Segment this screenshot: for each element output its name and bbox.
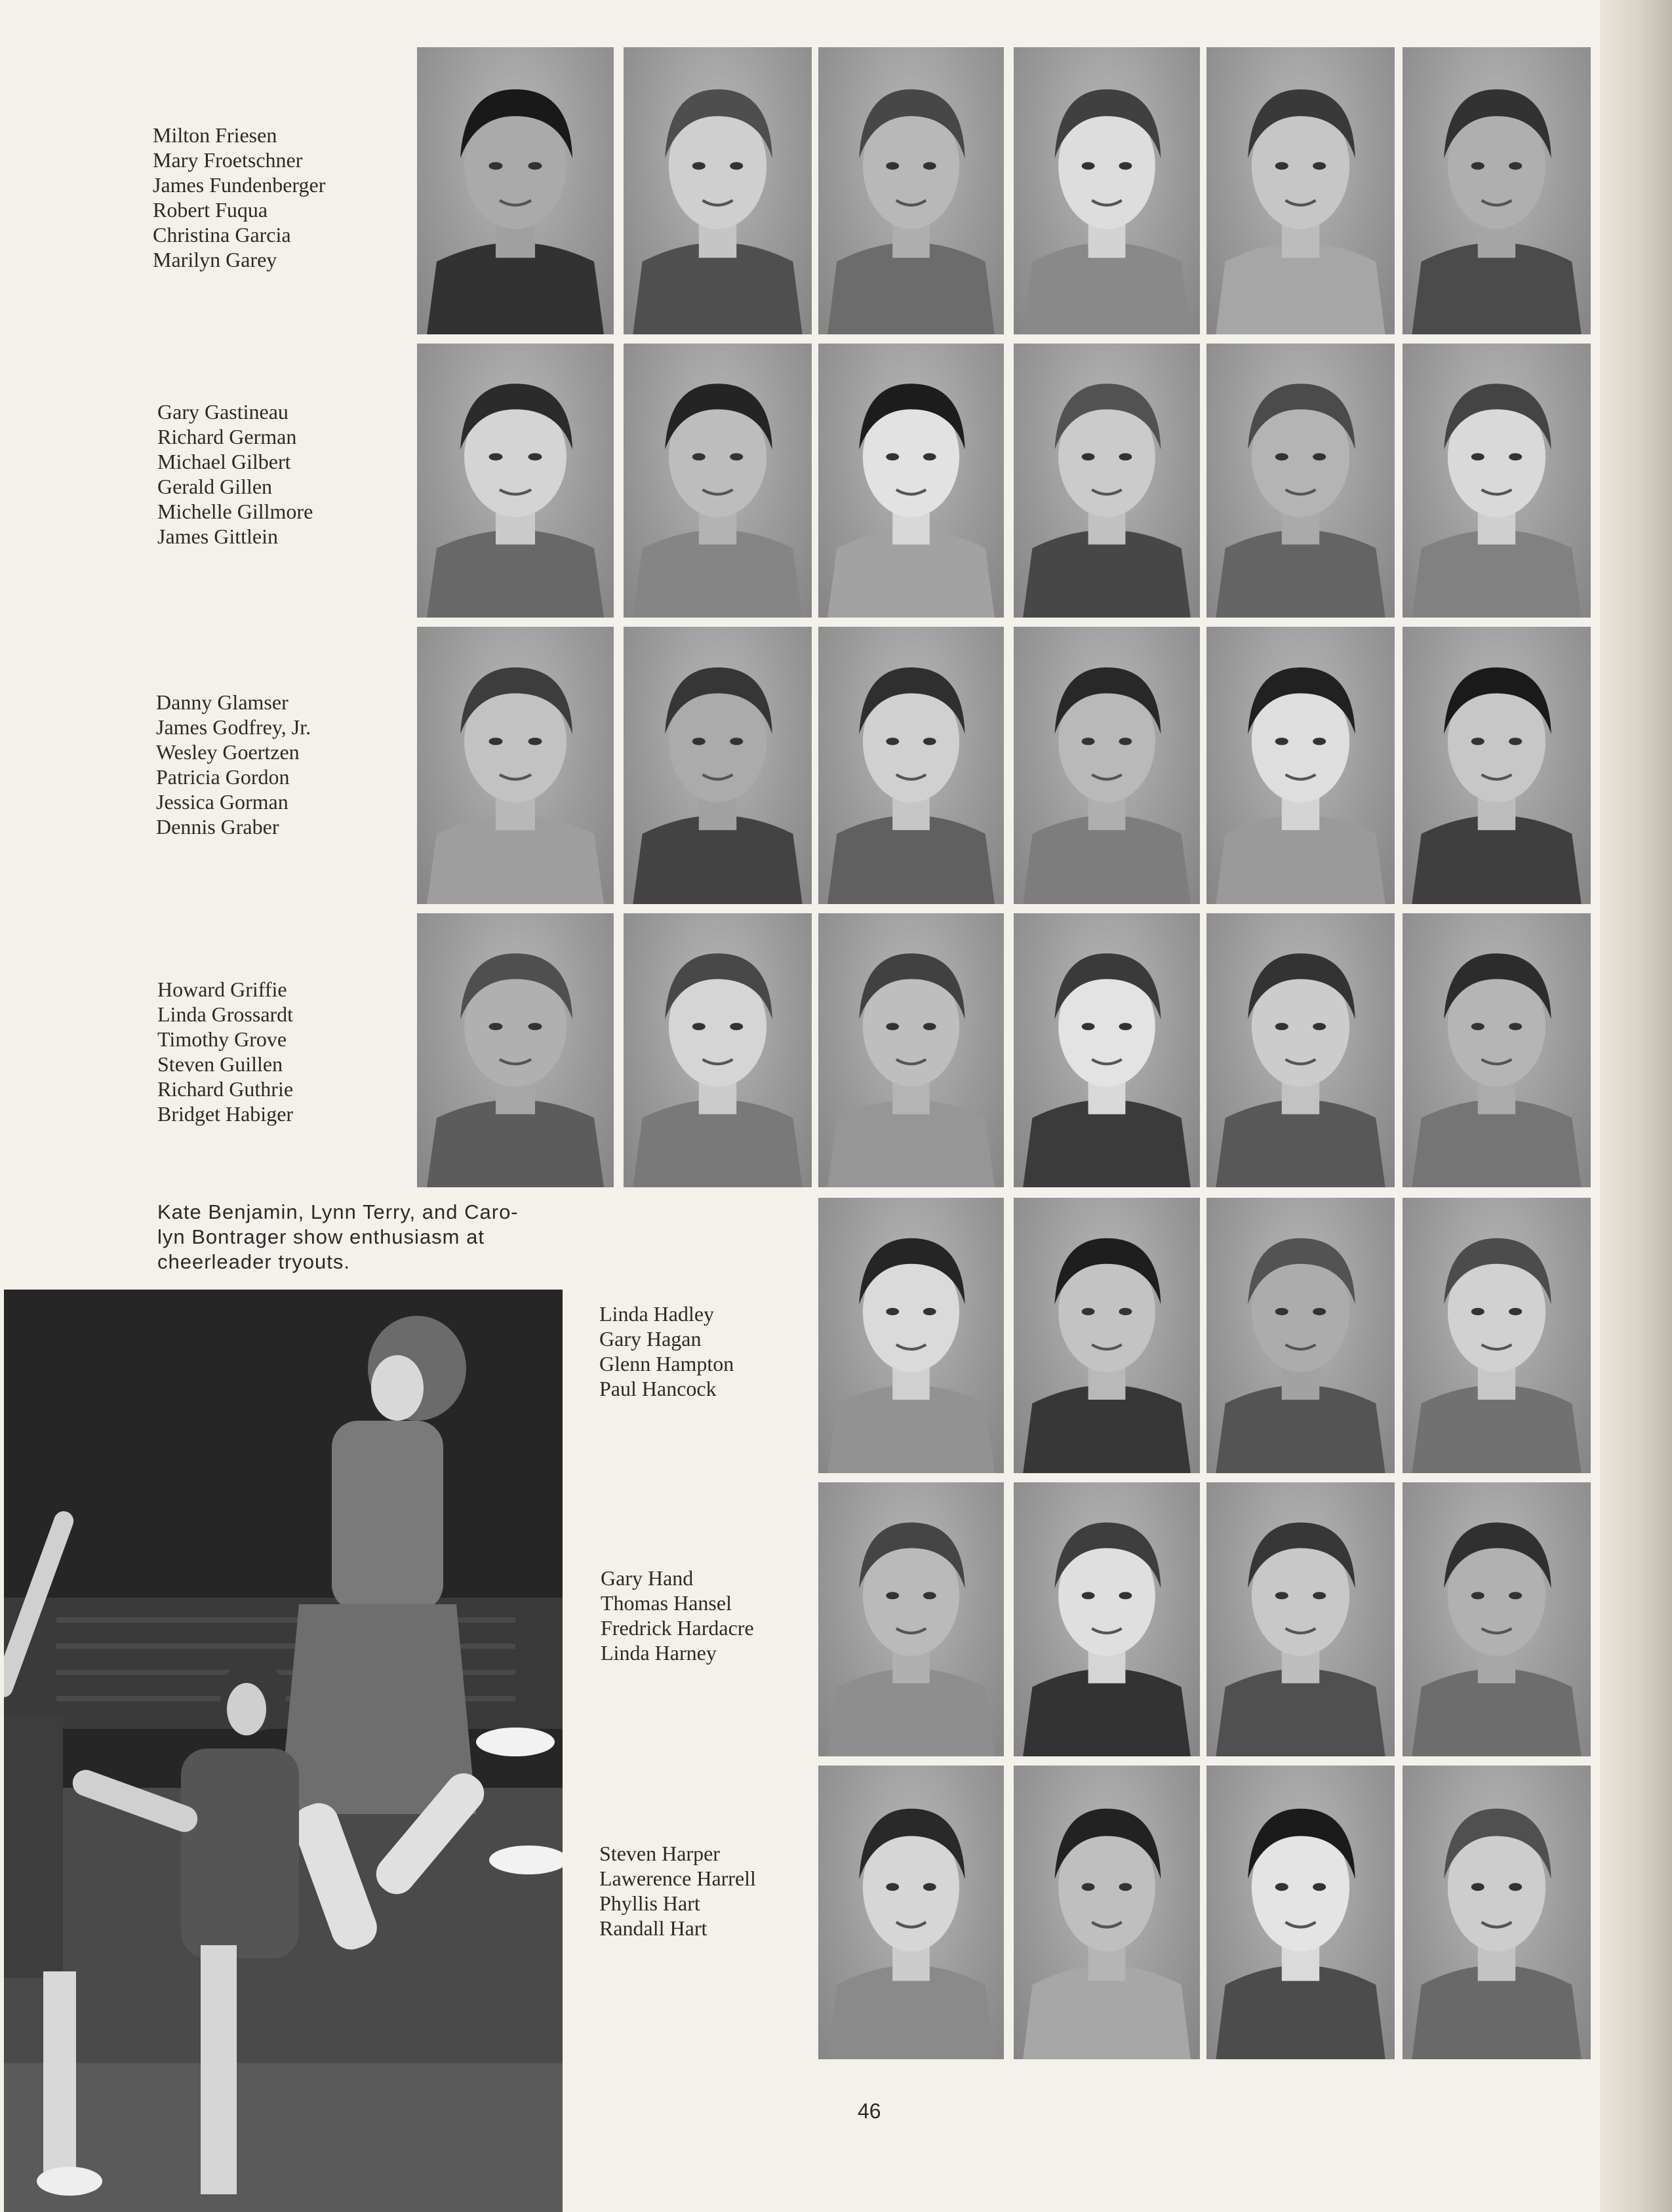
student-name: James Gittlein [157,524,278,548]
student-name: Wesley Goertzen [156,740,300,764]
student-portrait [1403,1198,1591,1473]
student-name: Michelle Gillmore [157,500,313,523]
student-portrait [1403,344,1591,618]
student-portrait [1206,47,1395,334]
student-name: Jessica Gorman [156,790,289,814]
page-number: 46 [858,2099,881,2123]
student-name: Christina Garcia [153,223,291,247]
student-portrait [624,47,812,334]
student-name: Fredrick Hardacre [601,1616,754,1640]
student-name: Glenn Hampton [599,1352,734,1375]
student-portrait [1206,1766,1395,2059]
student-portrait [1014,913,1200,1187]
name-list-row-2 [157,399,313,549]
student-portrait [417,627,614,904]
student-portrait [1206,1482,1395,1756]
student-portrait [1014,1482,1200,1756]
student-name: Thomas Hansel [601,1591,732,1615]
student-name: Phyllis Hart [599,1891,700,1915]
student-name: Timothy Grove [157,1027,287,1051]
student-portrait [624,913,812,1187]
student-name: Gary Hand [601,1566,694,1590]
student-name: Richard German [157,425,297,448]
student-portrait [1403,913,1591,1187]
student-portrait [818,1198,1004,1473]
student-portrait [624,344,812,618]
student-portrait [417,47,614,334]
student-portrait [417,913,614,1187]
student-name: Bridget Habiger [157,1102,294,1126]
student-portrait [1206,344,1395,618]
student-name: Paul Hancock [599,1377,717,1400]
student-name: Mary Froetschner [153,148,303,172]
student-name: Michael Gilbert [157,450,291,473]
student-portrait [1206,627,1395,904]
student-name: Howard Griffie [157,978,287,1001]
student-name: Steven Harper [599,1842,720,1865]
student-name: Lawerence Harrell [599,1866,756,1890]
student-portrait [818,344,1004,618]
student-name: James Fundenberger [153,173,326,197]
student-name: Randall Hart [599,1916,707,1940]
student-portrait [1014,1766,1200,2059]
student-name: James Godfrey, Jr. [156,715,311,739]
student-portrait [1206,1198,1395,1473]
student-portrait [1014,1198,1200,1473]
student-name: Linda Grossardt [157,1002,294,1026]
student-name: Marilyn Garey [153,248,277,271]
student-portrait [1403,1482,1591,1756]
photo-caption [157,1200,564,1274]
student-name: Richard Guthrie [157,1077,294,1101]
student-portrait [1014,47,1200,334]
caption-line: cheerleader tryouts. [157,1250,350,1273]
student-portrait [1403,627,1591,904]
student-portrait [1403,47,1591,334]
student-name: Danny Glamser [156,690,289,714]
cheerleader-tryouts-photo [4,1290,563,2212]
student-portrait [1403,1766,1591,2059]
student-name: Robert Fuqua [153,198,268,222]
student-portrait [1014,627,1200,904]
student-name: Gerald Gillen [157,475,273,498]
student-name: Milton Friesen [153,123,277,147]
student-name: Gary Hagan [599,1327,702,1351]
page-binding-edge [1600,0,1672,2212]
student-portrait [417,344,614,618]
name-list-row-4 [157,977,293,1126]
student-portrait [818,47,1004,334]
student-portrait [624,627,812,904]
student-name: Patricia Gordon [156,765,290,789]
student-name: Linda Harney [601,1641,717,1665]
student-portrait [818,627,1004,904]
student-portrait [818,1482,1004,1756]
caption-line: lyn Bontrager show enthusiasm at [157,1225,485,1248]
name-list-row-1 [153,123,325,272]
student-portrait [818,1766,1004,2059]
student-name: Steven Guillen [157,1052,283,1076]
student-name: Dennis Graber [156,815,279,839]
name-list-row-3 [156,690,311,839]
student-name: Linda Hadley [599,1302,715,1326]
name-list-row-7 [599,1841,756,1941]
student-portrait [1014,344,1200,618]
caption-line: Kate Benjamin, Lynn Terry, and Caro- [157,1200,519,1223]
student-name: Gary Gastineau [157,400,289,424]
student-portrait [1206,913,1395,1187]
name-list-row-5 [599,1301,734,1401]
name-list-row-6 [601,1566,754,1665]
student-portrait [818,913,1004,1187]
